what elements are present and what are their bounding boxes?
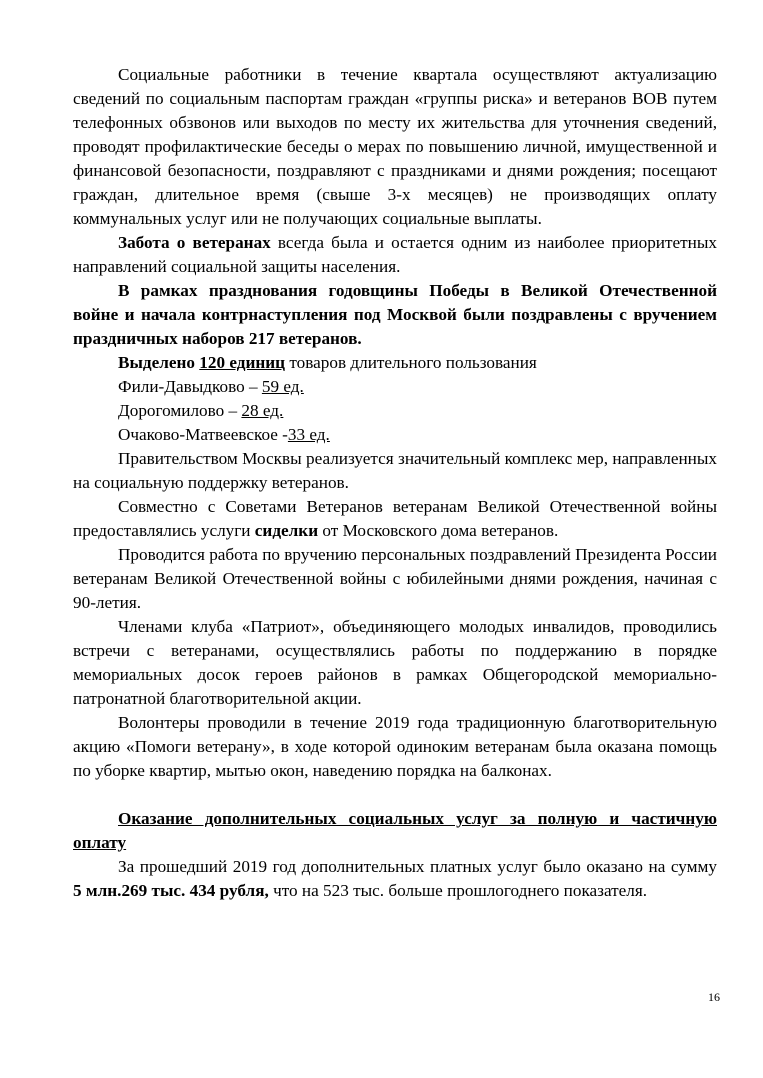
district-name: Очаково-Матвеевское - [118, 425, 288, 444]
paragraph-text: Социальные работники в течение квартала осуществляют актуализацию сведений по социальным паспортам граждан «группы риска» и ветеранов ВОВ путем телефонных обзвонов или выходов по месту их жительства для уточнения сведений, проводят профилактические беседы о мерах по повышению личной, имущественной и финансовой безопасности, поздравляют с праздниками и днями рождения; посещают граждан, длительное время (свыше 3-х месяцев) не производящих оплату коммунальных услуг или не получающих социальные выплаты. [73, 65, 717, 228]
district-name: Фили-Давыдково – [118, 377, 262, 396]
section-spacer [73, 783, 717, 807]
paragraph-patriot-club [73, 615, 717, 711]
paragraph-text: Совместно с Советами Ветеранов ветеранам Великой Отечественной войны предоставлялись услуги [73, 497, 717, 540]
bold-phrase: сиделки [254, 521, 319, 540]
paragraph-victory-anniversary [73, 279, 717, 351]
section-heading [73, 807, 717, 855]
bold-amount: 5 млн.269 тыс. 434 рубля, [73, 881, 269, 900]
allocated-count: 120 единиц [199, 353, 286, 372]
district-count: 28 ед. [241, 401, 284, 420]
paragraph-allocated-goods [73, 351, 717, 375]
paragraph-veterans-care [73, 231, 717, 279]
paragraph-text: что на 523 тыс. больше прошлогоднего показателя. [268, 881, 648, 900]
district-count: 59 ед. [261, 377, 304, 396]
paragraph-caregiver-services [73, 495, 717, 543]
district-count: 33 ед. [287, 425, 330, 444]
paragraph-text: товаров длительного пользования [285, 353, 537, 372]
bold-phrase: Выделено [118, 353, 200, 372]
paragraph-paid-services [73, 855, 717, 903]
page-body [73, 63, 717, 903]
district-line [73, 375, 717, 399]
bold-phrase: Забота о ветеранах [118, 233, 271, 252]
paragraph-text: Волонтеры проводили в течение 2019 года традиционную благотворительную акцию «Помоги ветерану», в ходе которой одиноким ветеранам была оказана помощь по уборке квартир, мытью окон, наведению порядка на балконах. [73, 713, 717, 780]
paragraph-text: За прошедший 2019 год дополнительных платных услуг было оказано на сумму [118, 857, 717, 876]
page-number: 16 [708, 990, 720, 1004]
paragraph-volunteers [73, 711, 717, 783]
section-heading-text: Оказание дополнительных социальных услуг за полную и частичную оплату [73, 809, 717, 852]
paragraph-president-greetings [73, 543, 717, 615]
paragraph-text: всегда была и остается одним из наиболее приоритетных направлений социальной защиты населения. [73, 233, 717, 276]
paragraph-text: Правительством Москвы реализуется значительный комплекс мер, направленных на социальную поддержку ветеранов. [73, 449, 717, 492]
paragraph-text: В рамках празднования годовщины Победы в Великой Отечественной войне и начала контрнаступления под Москвой были поздравлены с вручением праздничных наборов 217 ветеранов. [73, 281, 717, 348]
district-line [73, 399, 717, 423]
district-name: Дорогомилово – [118, 401, 242, 420]
paragraph-government-measures [73, 447, 717, 495]
paragraph-text: Проводится работа по вручению персональных поздравлений Президента России ветеранам Великой Отечественной войны с юбилейными днями рождения, начиная с 90-летия. [73, 545, 717, 612]
paragraph-text: от Московского дома ветеранов. [318, 521, 559, 540]
paragraph-social-workers [73, 63, 717, 231]
district-line [73, 423, 717, 447]
paragraph-text: Членами клуба «Патриот», объединяющего молодых инвалидов, проводились встречи с ветеранами, осуществлялись работы по поддержанию в порядке мемориальных досок героев районов в рамках Общегородской мемориально-патронатной благотворительной акции. [73, 617, 717, 708]
